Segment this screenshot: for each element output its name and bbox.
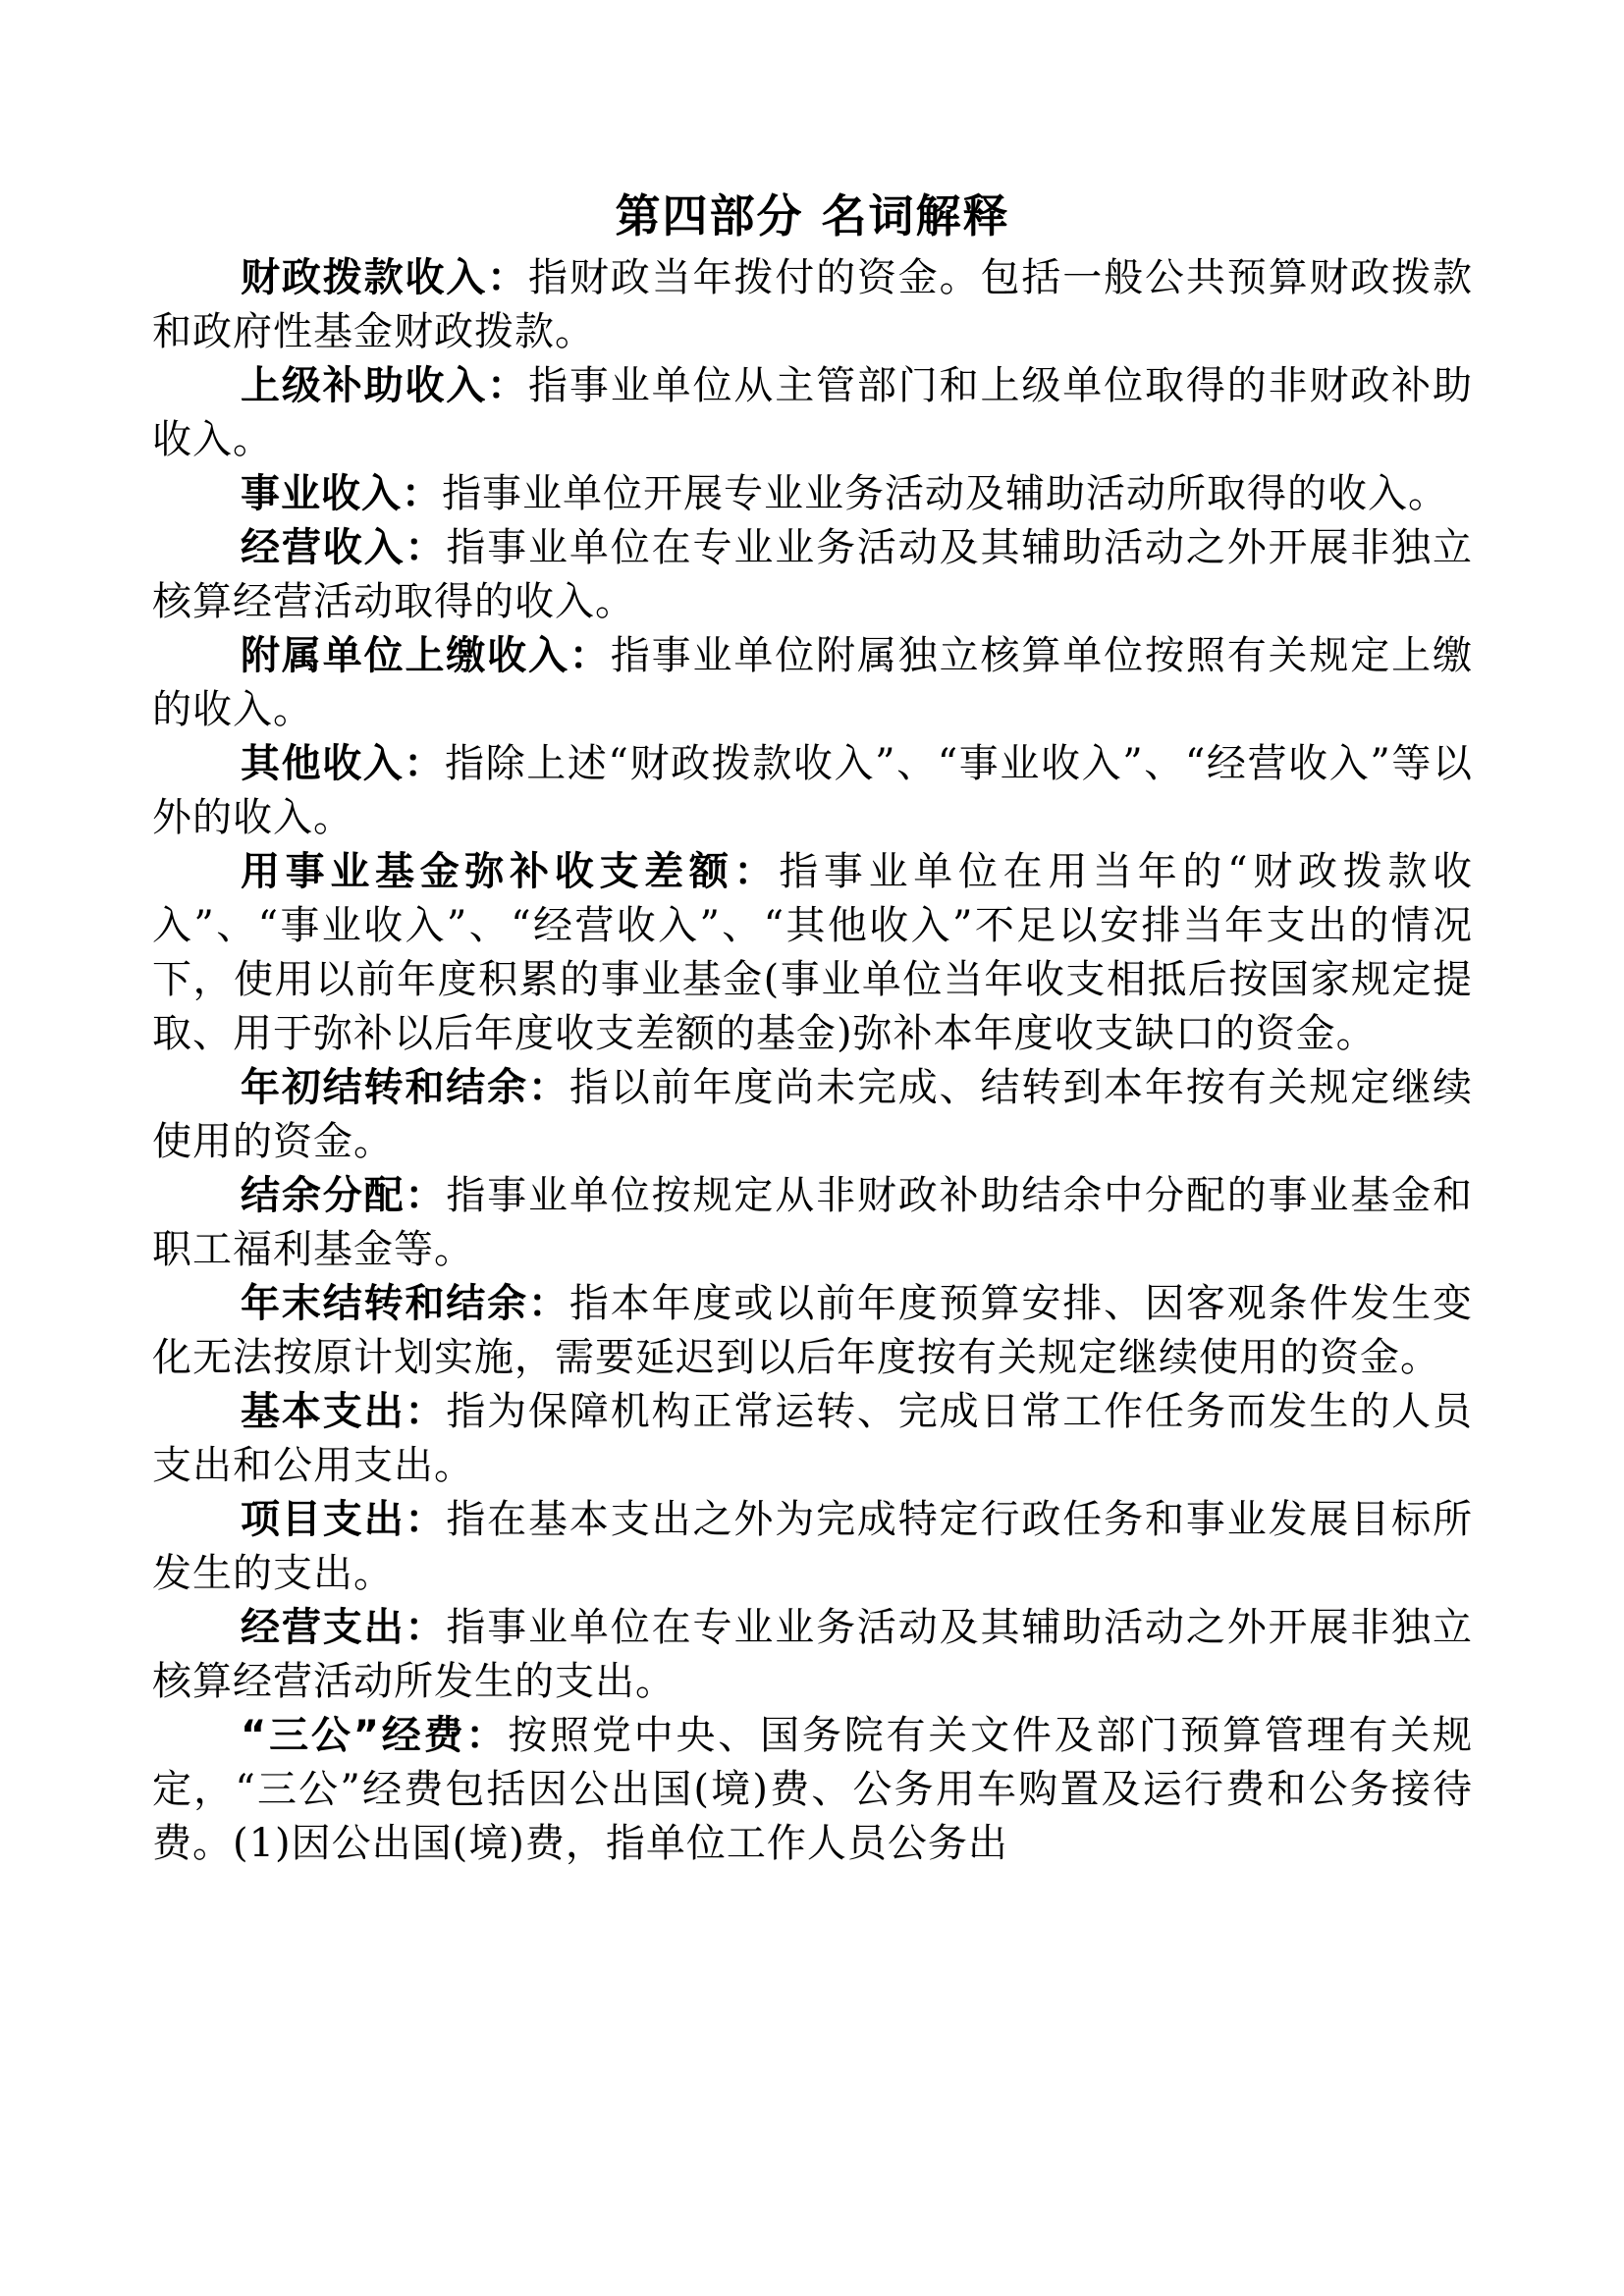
glossary-term: 项目支出：: [241, 1497, 447, 1542]
glossary-definition: 指事业单位在专业业务活动及其辅助活动之外开展非独立核算经营活动取得的收入。: [152, 525, 1474, 624]
glossary-definition: 指以前年度尚未完成、结转到本年按有关规定继续使用的资金。: [152, 1065, 1474, 1164]
glossary-term: 经营收入：: [241, 525, 447, 570]
glossary-definition: 指在基本支出之外为完成特定行政任务和事业发展目标所发生的支出。: [152, 1497, 1474, 1596]
glossary-term: 基本支出：: [241, 1389, 447, 1434]
glossary-entry: [152, 251, 1473, 359]
glossary-definition: 指财政当年拨付的资金。包括一般公共预算财政拨款和政府性基金财政拨款。: [152, 255, 1474, 354]
glossary-term: 用事业基金弥补收支差额：: [241, 849, 780, 894]
glossary-definition: 指事业单位附属独立核算单位按照有关规定上缴的收入。: [152, 633, 1474, 732]
glossary-term: 年末结转和结余：: [241, 1281, 569, 1326]
glossary-entry: [152, 521, 1473, 629]
glossary-definition: 指本年度或以前年度预算安排、因客观条件发生变化无法按原计划实施，需要延迟到以后年度按有关规定继续使用的资金。: [152, 1281, 1474, 1380]
glossary-entry: [152, 1601, 1473, 1709]
glossary-term: 结余分配：: [241, 1173, 447, 1218]
glossary-entry: [152, 359, 1473, 467]
document-title: 第四部分 名词解释: [615, 189, 1010, 242]
glossary-term: 附属单位上缴收入：: [241, 633, 611, 678]
glossary-entry: [152, 1061, 1473, 1169]
glossary-entry: [152, 1493, 1473, 1601]
glossary-term: 经营支出：: [241, 1605, 447, 1650]
glossary-term: 其他收入：: [241, 741, 446, 786]
glossary-entry: [152, 1169, 1473, 1277]
glossary-definition: 指事业单位从主管部门和上级单位取得的非财政补助收入。: [152, 363, 1474, 462]
glossary-definition: 指事业单位开展专业业务活动及辅助活动所取得的收入。: [442, 471, 1448, 516]
glossary-definition: 按照党中央、国务院有关文件及部门预算管理有关规定，“三公”经费包括因公出国(境)费、公务用车购置及运行费和公务接待费。(1)因公出国(境)费，指单位工作人员公务出: [152, 1713, 1474, 1866]
glossary-term: 事业收入：: [241, 471, 442, 516]
document-page: [152, 187, 1473, 1871]
glossary-definition: 指事业单位在专业业务活动及其辅助活动之外开展非独立核算经营活动所发生的支出。: [152, 1605, 1474, 1704]
glossary-entry: [152, 737, 1473, 845]
glossary-term: 年初结转和结余：: [241, 1065, 569, 1110]
glossary-definition: 指事业单位按规定从非财政补助结余中分配的事业基金和职工福利基金等。: [152, 1173, 1474, 1272]
glossary-entry: [152, 845, 1473, 1061]
glossary-entry: [152, 1385, 1473, 1493]
glossary-definition: 指为保障机构正常运转、完成日常工作任务而发生的人员支出和公用支出。: [152, 1389, 1474, 1488]
glossary-entry: [152, 1709, 1473, 1871]
glossary-term: 财政拨款收入：: [241, 255, 529, 300]
glossary-definition: 指事业单位在用当年的“财政拨款收入”、“事业收入”、“经营收入”、“其他收入”不足以安排当年支出的情况下，使用以前年度积累的事业基金(事业单位当年收支相抵后按国家规定提取、用于弥补以后年度收支差额的基金)弥补本年度收支缺口的资金。: [152, 849, 1474, 1056]
glossary-entry: [152, 629, 1473, 737]
glossary-definition: 指除上述“财政拨款收入”、“事业收入”、“经营收入”等以外的收入。: [152, 741, 1473, 840]
glossary-term: “三公”经费：: [241, 1713, 509, 1758]
glossary-entry: [152, 1277, 1473, 1385]
glossary-entry: [152, 467, 1473, 521]
glossary-term: 上级补助收入：: [241, 363, 529, 408]
